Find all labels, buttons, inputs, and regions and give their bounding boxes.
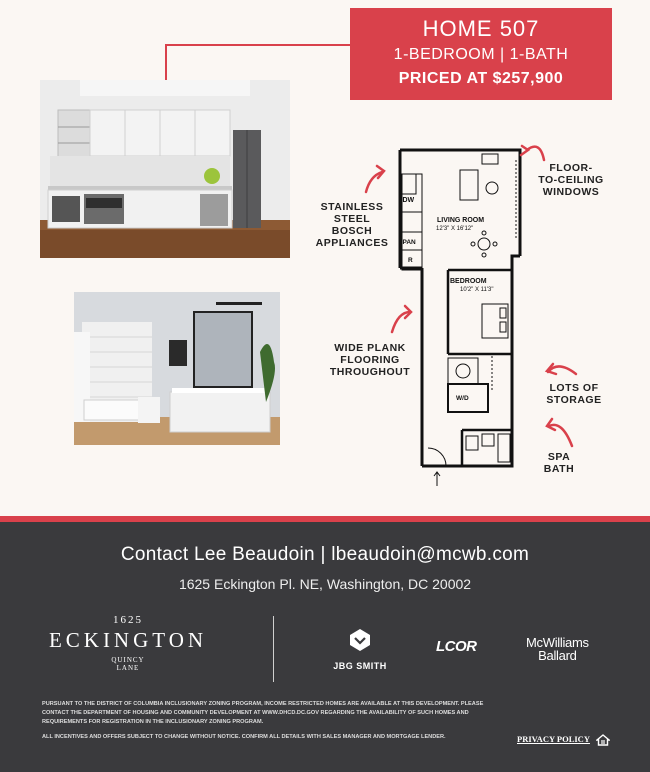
plan-label-r: R bbox=[408, 257, 413, 264]
feature-flooring: WIDE PLANK FLOORING THROUGHOUT bbox=[329, 342, 411, 378]
mcwilliams-ballard-logo: McWilliams Ballard bbox=[526, 635, 589, 663]
footer bbox=[0, 522, 650, 772]
arrow-icon bbox=[521, 146, 528, 155]
lcor-logo: LCOR bbox=[436, 638, 477, 655]
eckington-logo: 1625 ECKINGTON QUINCY LANE bbox=[48, 614, 208, 672]
plan-label-bedroom-dims: 10'2" X 11'3" bbox=[460, 287, 494, 293]
logo-divider bbox=[273, 616, 274, 682]
privacy-policy-link[interactable]: PRIVACY POLICY bbox=[517, 734, 590, 744]
home-subtitle: 1-BEDROOM | 1-BATH bbox=[393, 46, 569, 63]
plan-label-pan: PAN bbox=[402, 239, 416, 246]
home-title: HOME 507 bbox=[422, 16, 540, 41]
feature-bath: SPA BATH bbox=[543, 451, 575, 475]
feature-storage: LOTS OF STORAGE bbox=[546, 382, 602, 406]
plan-label-living-room: LIVING ROOM bbox=[437, 217, 485, 224]
arrow-icon bbox=[527, 147, 544, 160]
home-price: PRICED AT $257,900 bbox=[398, 70, 564, 87]
feature-appliances: STAINLESS STEEL BOSCH APPLIANCES bbox=[315, 201, 389, 249]
jbg-smith-logo: JBG SMITH bbox=[330, 628, 390, 671]
plan-label-dw: DW bbox=[402, 197, 415, 204]
contact-line[interactable]: Contact Lee Beaudoin | lbeaudoin@mcwb.com bbox=[120, 544, 530, 565]
legal-disclaimer: PURSUANT TO THE DISTRICT OF COLUMBIA INCLUSIONARY ZONING PROGRAM, INCOME RESTRICTED HOMES ARE AVAILABLE AT THIS DEVELOPMENT. PLEASE CONTACT THE DEPARTMENT OF HOUSING AND COMMUNITY DEVELOPMENT AT WWW.DHCD.DC.GOV REGARDING THE AVAILABILITY OF SUCH HOMES AND REQUIREMENTS FOR REGISTRATION IN THE INCLUSIONARY ZONING PROGRAM. ALL INCENTIVES AND OFFERS SUBJECT TO CHANGE WITHOUT NOTICE. CONFIRM ALL DETAILS WITH SALES MANAGER AND MORTGAGE LENDER. bbox=[42, 701, 484, 740]
plan-label-bedroom: BEDROOM bbox=[450, 278, 487, 285]
plan-label-living-dims: 12'3" X 16'12" bbox=[436, 226, 474, 232]
equal-housing-icon bbox=[596, 733, 610, 751]
jbg-smith-icon bbox=[348, 628, 372, 652]
address-line: 1625 Eckington Pl. NE, Washington, DC 20002 bbox=[178, 576, 472, 592]
feature-windows: FLOOR- TO-CEILING WINDOWS bbox=[538, 162, 604, 198]
plan-label-wd: W/D bbox=[456, 395, 469, 402]
